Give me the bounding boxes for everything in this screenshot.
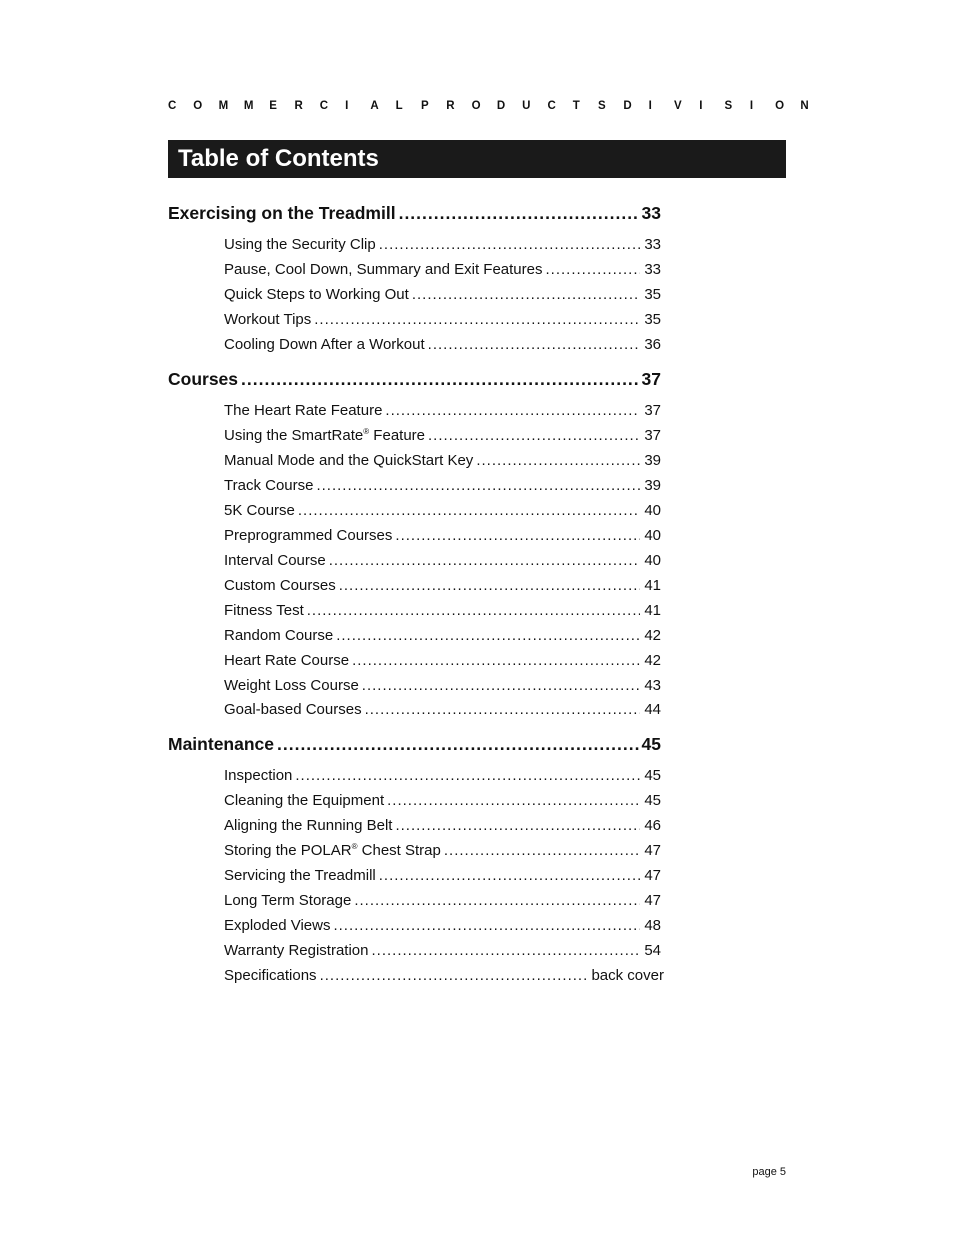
toc-entry[interactable] [224,817,661,834]
entry-page-number: 42 [644,651,661,669]
entry-label-text: Storing the POLAR [224,841,352,859]
entry-label-text: Using the SmartRate [224,426,364,444]
toc-entry[interactable] [224,527,661,544]
entry-label [224,917,330,934]
toc-section-row[interactable] [168,734,661,755]
entry-label-text: 5K Course [224,501,295,519]
entry-label [224,892,351,909]
leader-dots [387,792,640,809]
entry-label-text: Cooling Down After a Workout [224,335,425,353]
entry-page-number: 46 [644,816,661,834]
toc-entry[interactable] [224,942,661,959]
toc-entry[interactable] [224,552,661,569]
entry-label-text: Fitness Test [224,601,304,619]
entry-label [224,842,441,859]
division-word: C O M M E R C I A L [168,100,403,112]
leader-dots [298,502,640,519]
division-word: P R O D U C T S [420,100,606,112]
leader-dots [277,734,639,755]
leader-dots [295,767,640,784]
entry-label-text: Goal-based Courses [224,701,362,719]
entry-label-text: Exploded Views [224,916,331,934]
title-bar [168,140,786,178]
entry-label [224,311,311,328]
leader-dots [336,627,640,644]
toc-entry[interactable] [224,286,661,303]
leader-dots [316,477,640,494]
entry-label-text: Cleaning the Equipment [224,792,385,809]
entry-label-text: Specifications [224,966,317,984]
toc-section-row[interactable] [168,203,661,224]
toc-entry[interactable] [224,261,661,278]
entry-page-number: 40 [644,501,661,519]
page-title: Table of Contents [178,145,379,172]
entry-label-text: Interval Course [224,551,326,569]
section-page-number: 33 [641,203,661,223]
leader-dots [372,942,641,959]
toc-entry[interactable] [224,842,661,859]
leader-dots [241,369,639,390]
leader-dots [385,402,640,419]
entry-page-number: 39 [644,476,661,494]
toc-entry[interactable] [224,917,661,934]
toc-entry[interactable] [224,892,661,909]
leader-dots [399,203,639,224]
entry-label-text: The Heart Rate Feature [224,402,383,419]
leader-dots [333,917,640,934]
toc-entry[interactable] [224,701,661,718]
leader-dots [428,427,640,444]
entry-page-number: 33 [644,260,661,278]
section-title: Courses [168,369,239,389]
section-title: Exercising on the Treadmill [168,203,396,223]
entry-page-number: 42 [644,626,661,644]
leader-dots [354,892,640,909]
leader-dots [329,552,640,569]
entry-page-number: 33 [644,236,661,253]
entry-label-text: Track Course [224,476,314,494]
entry-page-number: 35 [644,285,661,303]
entry-label-text: Using the Security Clip [224,236,376,253]
entry-label-text: Inspection [224,767,293,784]
entry-page-number: 45 [644,792,661,809]
toc-entry[interactable] [224,602,661,619]
leader-dots [307,602,640,619]
leader-dots [352,652,640,669]
entry-page-number: 36 [644,335,661,353]
entry-label-text: Workout Tips [224,310,312,328]
entry-label [224,427,425,444]
entry-page-number: 45 [644,767,661,784]
entry-label [224,817,392,834]
leader-dots [545,261,640,278]
leader-dots [379,236,640,253]
toc-entry[interactable] [224,502,661,519]
entry-page-number: back cover [591,966,664,984]
entry-page-number: 37 [644,402,661,419]
leader-dots [476,452,640,469]
entry-label [224,261,542,278]
leader-dots [428,336,640,353]
page-number: page 5 [752,1166,786,1178]
toc-entry[interactable] [224,311,661,328]
leader-dots [314,311,640,328]
toc-entry[interactable] [224,402,661,419]
entry-label [224,652,349,669]
registered-mark: ® [351,841,358,851]
section-page-number: 45 [641,734,661,754]
entry-label [224,767,292,784]
leader-dots [395,527,640,544]
entry-label [224,402,382,419]
entry-label [224,452,473,469]
entry-page-number: 48 [644,916,661,934]
entry-label-text: Weight Loss Course [224,676,359,694]
toc-entry[interactable] [224,867,661,884]
entry-label [224,867,376,884]
entry-label-text: Servicing the Treadmill [224,866,376,884]
toc-entry[interactable] [224,452,661,469]
entry-label [224,677,359,694]
entry-label-text: Custom Courses [224,576,336,594]
entry-label [224,286,409,303]
leader-dots [395,817,640,834]
entry-label-text: Random Course [224,626,334,644]
leader-dots [365,701,640,718]
toc-entry[interactable] [224,677,661,694]
toc-entry[interactable] [224,477,661,494]
entry-label [224,967,317,984]
entry-label [224,577,336,594]
entry-label [224,236,376,253]
entry-label [224,336,425,353]
leader-dots [444,842,640,859]
entry-label-text: Long Term Storage [224,891,352,909]
section-title: Maintenance [168,734,274,754]
entry-page-number: 41 [644,601,661,619]
toc-entry[interactable] [224,336,661,353]
entry-label [224,477,313,494]
section-page-number: 37 [641,369,661,389]
entry-label-text: Manual Mode and the QuickStart Key [224,451,474,469]
entry-page-number: 35 [644,310,661,328]
entry-page-number: 43 [644,676,661,694]
leader-dots [339,577,640,594]
entry-page-number: 39 [644,451,661,469]
leader-dots [412,286,640,303]
toc-entry[interactable] [224,427,661,444]
entry-page-number: 47 [644,841,661,859]
toc-entry[interactable] [224,767,661,784]
division-word: D I V I S I O N [623,100,809,112]
entry-label-text: Warranty Registration [224,941,369,959]
entry-label [224,792,384,809]
entry-label [224,502,295,519]
division-header [168,100,809,112]
toc-entry[interactable] [224,967,664,984]
entry-page-number: 44 [644,701,661,719]
leader-dots [379,867,640,884]
entry-page-number: 47 [644,891,661,909]
toc-section-row[interactable] [168,369,661,390]
entry-label [224,627,333,644]
entry-label [224,602,304,619]
entry-label-text: Pause, Cool Down, Summary and Exit Features [224,260,543,278]
entry-label-text: Heart Rate Course [224,651,350,669]
entry-label [224,701,362,718]
toc-entry[interactable] [224,236,661,253]
entry-label-text: Quick Steps to Working Out [224,285,409,303]
entry-page-number: 40 [644,551,661,569]
entry-page-number: 37 [644,426,661,444]
leader-dots [320,967,589,984]
leader-dots [362,677,640,694]
toc-entry[interactable] [224,792,661,809]
entry-label [224,552,326,569]
toc-entry[interactable] [224,627,661,644]
registered-mark: ® [363,426,370,436]
entry-label-text: Preprogrammed Courses [224,526,393,544]
entry-label [224,527,392,544]
toc-entry[interactable] [224,652,661,669]
entry-label-suffix: Feature [369,426,426,444]
entry-page-number: 41 [644,576,661,594]
entry-page-number: 40 [644,526,661,544]
entry-page-number: 54 [644,941,661,959]
entry-label [224,942,369,959]
entry-page-number: 47 [644,866,661,884]
entry-label-text: Aligning the Running Belt [224,816,393,834]
toc-entry[interactable] [224,577,661,594]
entry-label-suffix: Chest Strap [357,841,441,859]
